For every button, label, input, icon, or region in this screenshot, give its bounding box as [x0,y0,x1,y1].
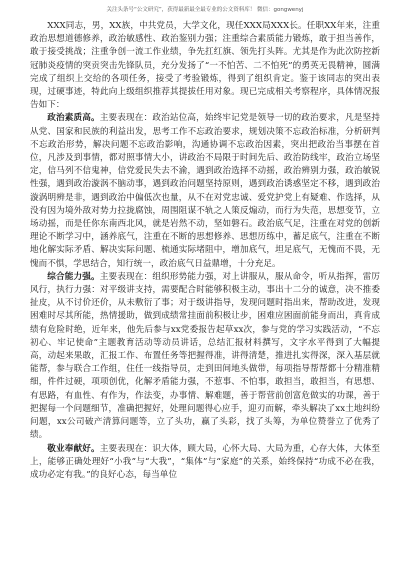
political-quality-paragraph [30,112,380,270]
political-quality-text: 主要表现在：政治站位高，始终牢记党是领导一切的政治要求，凡是坚持从党、国家和民族的利益出发，思考工作不忘政治要求，规划决策不忘政治标准，分析研判不忘政治形势，解决问题不忘政治影响，沟通协调不忘政治因素，突出把政治当事摆在首位，凡涉及到事情，都对照事情大小，讲政治不局限于时间先后、政治防线牢，政治立场坚定，信马列不信鬼神，信党爱民失去不渝，遇到政治选择不动摇，政治辨别力强，政治敏锐性强，遇到政治漩涡不脑动事，遇到政治问题坚持原则，遇到政治诱惑坚定不移，遇到政治漩涡明辨是非，遇到政治中偏低次也量，从不在对党忠诚、爱党护党上有疑难、作选择，从没有因为境外敌对势力拉拢腐蚀，周围阻谋不轨之人策反煽动，而行为失范，思想变节，立场动摇，而是任你东南西北风，就是岩然不动，坚如磐石。政治底气足，注重在对党的创新理论不断学习中，涵养底气，注重在不断的思想修养、思想历练中，蓄足底气，注重在不断地化解实际矛盾、解决实际问题、梳通实际堵阻中，增加底气，坦足底气，无愧而不畏，无愧而不惧，学思结合，知行统一，政治底气日益鼎增，十分充足。 [30,113,380,269]
ability-text: 主要表现在：组织形势能力强，对上讲服从，服从命令，听从指挥，雷厉风行，执行力强：对平级讲支持，需要配合时能够积极主动，事出十二分的诚意，决不推委扯皮，从不讨价还价，从未敷衍了事；对于级讲指导，发现问题时指出来，帮助改进，发现困难时尽其所能，热情援助，做到成绩常挂面前积极让步，困难应困面前能身而出，真肯成绩有危险时绝，近年来，他先后参与xx党委报告起草xx次，参与党的学习实践活动，“不忘初心、牢记使命”主题教育活动等动员讲话，总结汇报材料撰写，文字水平得到了大幅提高，动起来果敢，汇报工作、布置任务等把握得准，讲得清楚，推进扎实得深，深入基层就能帮，参与联合工作组，住任一线指导员，走到田间地头做带，每项指导帮帮都十分精准精细，件件过硬，项项创优，化解矛盾能力强，不惹事、不怕事，敢担当，敢担当，有思想、有思路，有血性、有作为，作法变，办事情、解难题，善于帮营前创富危做实的功课，善于把握每一个问题细节，准确把握好，处理问题得心应手，迎刃而解，牵头解决了xx土地纠纷问题，xx公司破产清算问题等，立了头功，赢了头彩，找了头筹，为单位赞誉立了优秀了绩。 [30,271,380,441]
political-quality-heading: 政治素质高。 [47,113,100,124]
intro-text: XXX同志，男，XX族，中共党员，大学文化，现任XXX局XXX长。任职XX年来，注重政治思想道德修养，政治敏感性、政治鉴别力强；注重综合素质能力锻炼，敢于担当善作，敢于接受挑战；注重争创一流工作业绩，争先扛红旗、领先打头阵。尤其是作为此次防控新冠肺炎疫情的突贡突击先锋队员，充分发扬了“一不怕苦、二不怕死”的勇英无畏精神，圆满完成了组织上交给的各项任务，接受了考验锻炼，得到了组织肯定。鉴于该同志的突出表现，过硬事迹，特此向上级组织推荐其提拔任用对象。现已完成相关考察程序，具体情况报告如下： [30,21,380,111]
dedication-heading: 敬业奉献好。 [47,443,100,454]
document-body [30,20,380,482]
page-header-notice: 关注头条号“公文研究”，获得最新最全最专业的公文资料库！ 微信：gongwenyj [106,7,304,13]
ability-heading: 综合能力强。 [47,271,100,282]
intro-paragraph [30,20,380,112]
ability-paragraph [30,271,380,443]
dedication-text: 主要表现在：识大体，顾大局，心怀大局、大局为重，心存大体，大体至上，能够正确处理好“小我”与“大我”，“集体”与“家庭”的关系，始终保持“功成不必在我，成功必定有我。”的良好心态，每当单位 [30,443,380,480]
dedication-paragraph [30,443,380,483]
